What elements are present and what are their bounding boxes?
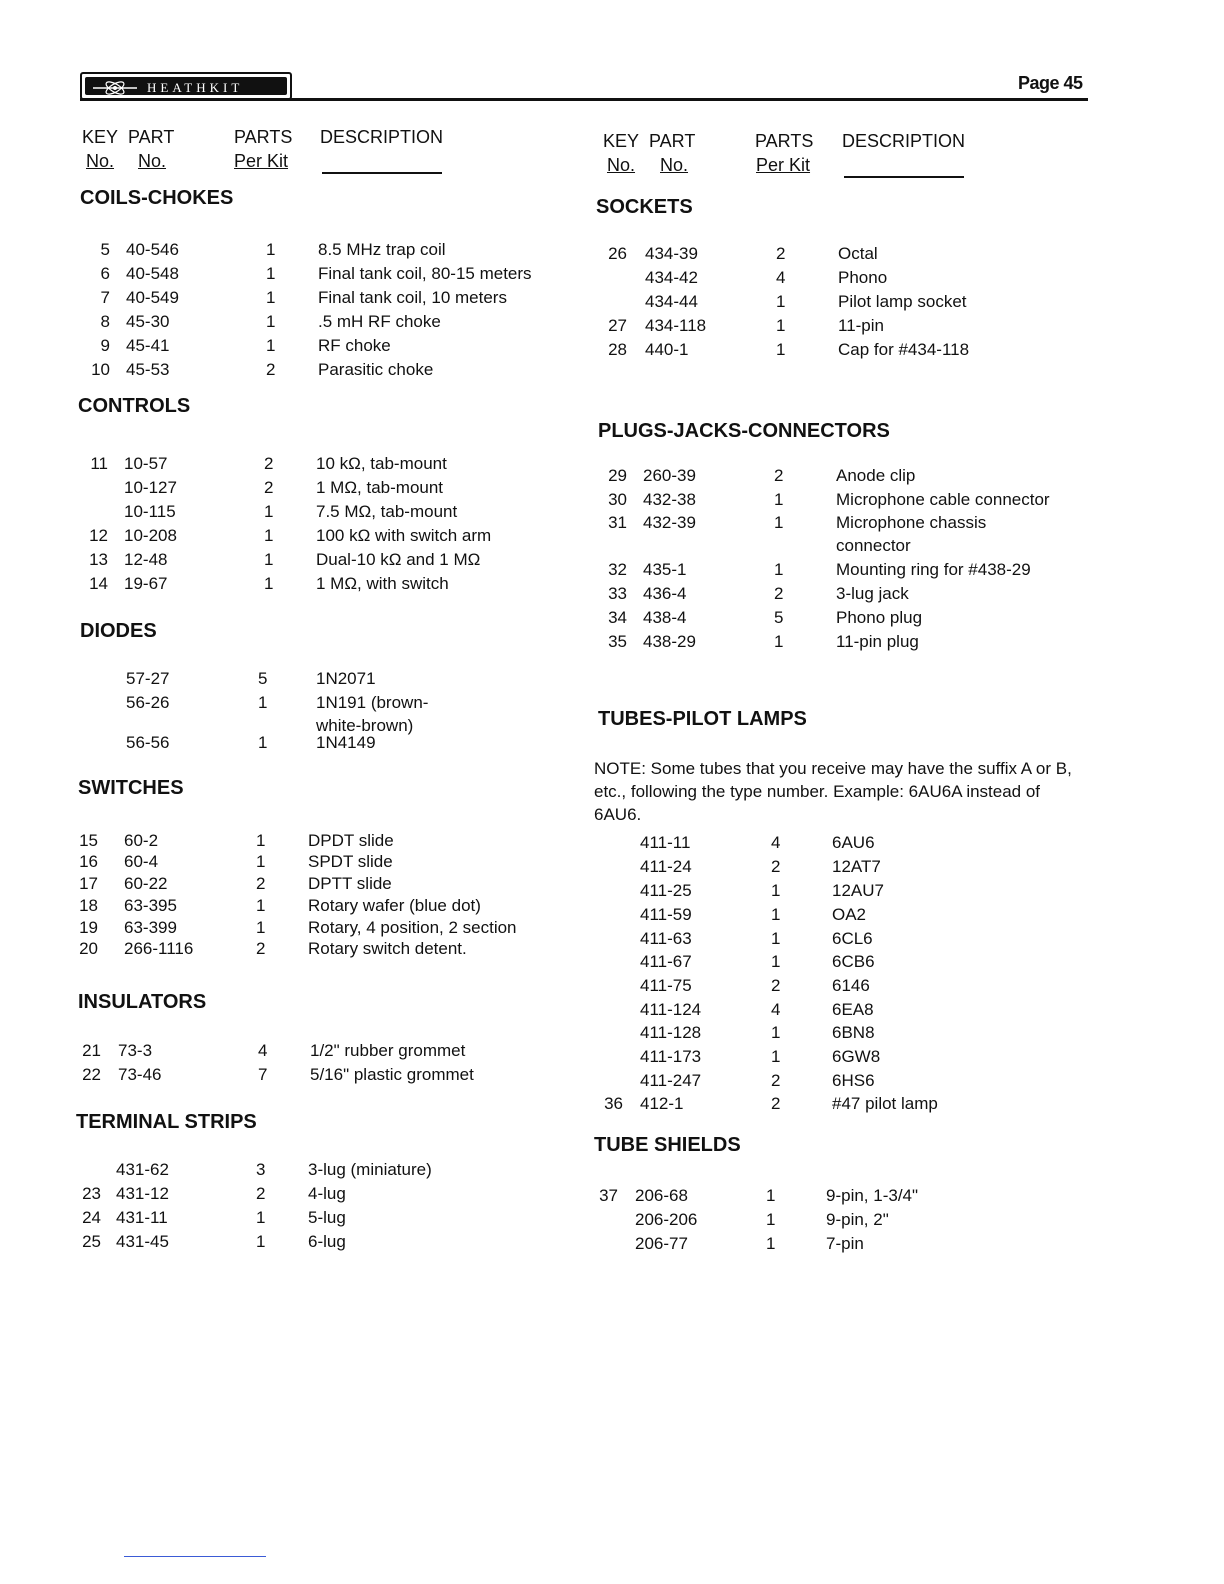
part-number: 45-53: [126, 360, 170, 379]
section-title: CONTROLS: [78, 395, 191, 417]
parts-per-kit: 1: [771, 881, 781, 900]
part-number: 206-68: [635, 1186, 688, 1205]
description: 11-pin plug: [836, 632, 919, 651]
parts-per-kit: 1: [771, 929, 781, 948]
parts-per-kit: 1: [264, 526, 274, 545]
parts-per-kit: 1: [256, 852, 266, 871]
key-number: 21: [82, 1041, 101, 1060]
key-sub-header: No.: [86, 151, 115, 171]
key-number: 28: [608, 340, 627, 359]
part-sub-header: No.: [138, 151, 167, 171]
parts-per-kit: 2: [266, 360, 276, 379]
part-header: PART: [128, 127, 175, 147]
description: 4-lug: [308, 1184, 346, 1203]
key-number: 36: [604, 1094, 623, 1113]
parts-per-kit: 1: [266, 312, 276, 331]
parts-per-kit: 1: [776, 292, 786, 311]
description: 7-pin: [826, 1234, 864, 1253]
header-rule: [80, 98, 1088, 101]
parts-per-kit: 5: [258, 669, 268, 688]
description: 5/16" plastic grommet: [310, 1065, 474, 1084]
parts-per-kit: 1: [264, 574, 274, 593]
parts-per-kit: 2: [256, 1184, 266, 1203]
part-number: 56-56: [126, 733, 170, 752]
parts-per-kit: 1: [266, 240, 276, 259]
parts-per-kit: 1: [776, 316, 786, 335]
part-number: 411-124: [640, 1000, 702, 1019]
key-number: 32: [608, 560, 627, 579]
description: 12AU7: [832, 881, 884, 900]
part-number: 60-2: [124, 831, 159, 850]
part-number: 19-67: [124, 574, 168, 593]
parts-per-kit: 1: [256, 896, 266, 915]
description: 100 kΩ with switch arm: [316, 526, 492, 545]
parts-per-kit: 1: [771, 1023, 781, 1042]
parts-per-kit: 4: [258, 1041, 268, 1060]
part-number: 206-206: [635, 1210, 698, 1229]
description: 6CB6: [832, 952, 875, 971]
parts-per-kit: 1: [771, 952, 781, 971]
part-number: 10-127: [124, 478, 177, 497]
description: 6EA8: [832, 1000, 874, 1019]
description: 1 MΩ, tab-mount: [316, 478, 444, 497]
description: 6BN8: [832, 1023, 875, 1042]
part-number: 411-25: [640, 881, 692, 900]
description: Mounting ring for #438-29: [836, 560, 1031, 579]
parts-per-kit: 1: [258, 693, 268, 712]
section-title: TERMINAL STRIPS: [76, 1111, 257, 1133]
parts-per-kit: 1: [256, 918, 266, 937]
part-number: 411-67: [640, 952, 692, 971]
per-kit-header: Per Kit: [756, 155, 811, 175]
parts-per-kit: 2: [776, 244, 786, 263]
part-number: 10-57: [124, 454, 168, 473]
key-number: 22: [82, 1065, 101, 1084]
description: 6CL6: [832, 929, 873, 948]
key-number: 11: [90, 454, 108, 473]
description: 7.5 MΩ, tab-mount: [316, 502, 458, 521]
description: 6GW8: [832, 1047, 881, 1066]
description: Phono: [838, 268, 888, 287]
description-continued: connector: [836, 536, 911, 555]
description: Rotary, 4 position, 2 section: [308, 918, 517, 937]
part-number: 411-63: [640, 929, 692, 948]
part-number: 412-1: [640, 1094, 684, 1113]
key-number: 27: [608, 316, 627, 335]
description-continued: white-brown): [316, 716, 414, 735]
description: Pilot lamp socket: [838, 292, 967, 311]
key-number: 13: [89, 550, 108, 569]
part-number: 435-1: [643, 560, 687, 579]
part-number: 63-399: [124, 918, 177, 937]
part-number: 411-75: [640, 976, 692, 995]
key-number: 26: [608, 244, 627, 263]
part-number: 411-128: [640, 1023, 702, 1042]
parts-per-kit: 4: [771, 833, 781, 852]
parts-per-kit: 1: [264, 502, 274, 521]
key-number: 16: [79, 852, 98, 871]
key-header: KEY: [603, 131, 640, 151]
description: 1N4149: [316, 733, 376, 752]
parts-per-kit: 1: [771, 1047, 781, 1066]
description: 6146: [832, 976, 870, 995]
part-number: 431-45: [116, 1232, 169, 1251]
part-number: 10-208: [124, 526, 177, 545]
description: 11-pin: [838, 316, 884, 335]
parts-per-kit: 1: [266, 264, 276, 283]
part-number: 40-546: [126, 240, 179, 259]
note-text: NOTE: Some tubes that you receive may have the suffix A or B, etc., following the type number. Example: 6AU6A instead of 6AU6.: [594, 759, 1072, 824]
parts-per-kit: 2: [771, 1094, 781, 1113]
parts-per-kit: 1: [264, 550, 274, 569]
atom-icon: [91, 79, 139, 97]
parts-per-kit: 1: [766, 1186, 776, 1205]
key-number: 30: [608, 490, 627, 509]
part-number: 411-173: [640, 1047, 702, 1066]
parts-per-kit: 2: [774, 584, 784, 603]
parts-per-kit: 2: [256, 939, 266, 958]
parts-per-kit: 1: [774, 632, 784, 651]
description: 1/2" rubber grommet: [310, 1041, 466, 1060]
parts-header: PARTS: [755, 131, 814, 151]
part-number: 432-39: [643, 513, 696, 532]
description: 1N2071: [316, 669, 376, 688]
description: 8.5 MHz trap coil: [318, 240, 446, 259]
description: RF choke: [318, 336, 391, 355]
key-number: 8: [100, 312, 110, 331]
key-number: 7: [100, 288, 110, 307]
description: Microphone chassis: [836, 513, 987, 532]
key-number: 37: [599, 1186, 618, 1205]
parts-per-kit: 2: [264, 478, 274, 497]
parts-per-kit: 1: [266, 288, 276, 307]
key-number: 6: [100, 264, 110, 283]
part-number: 57-27: [126, 669, 170, 688]
description: 12AT7: [832, 857, 881, 876]
section-title: TUBE SHIELDS: [594, 1134, 741, 1156]
part-number: 438-29: [643, 632, 696, 651]
key-number: 25: [82, 1232, 101, 1251]
key-number: 24: [82, 1208, 101, 1227]
parts-per-kit: 1: [774, 490, 784, 509]
part-number: 73-46: [118, 1065, 162, 1084]
parts-per-kit: 4: [771, 1000, 781, 1019]
part-number: 434-42: [645, 268, 698, 287]
parts-per-kit: 1: [266, 336, 276, 355]
description-underline: [844, 176, 964, 178]
description: #47 pilot lamp: [832, 1094, 938, 1113]
part-number: 438-4: [643, 608, 687, 627]
description: 1 MΩ, with switch: [316, 574, 449, 593]
key-number: 33: [608, 584, 627, 603]
section-title: INSULATORS: [78, 991, 207, 1013]
parts-per-kit: 4: [776, 268, 786, 287]
description-header: DESCRIPTION: [320, 127, 444, 147]
part-number: 60-4: [124, 852, 159, 871]
part-number: 411-24: [640, 857, 692, 876]
part-number: 40-548: [126, 264, 179, 283]
part-number: 63-395: [124, 896, 177, 915]
description: Parasitic choke: [318, 360, 434, 379]
parts-per-kit: 2: [771, 857, 781, 876]
key-number: 29: [608, 466, 627, 485]
part-number: 45-30: [126, 312, 170, 331]
parts-per-kit: 2: [771, 1071, 781, 1090]
key-header: KEY: [82, 127, 119, 147]
part-number: 431-62: [116, 1160, 169, 1179]
part-number: 434-44: [645, 292, 698, 311]
parts-per-kit: 2: [256, 874, 266, 893]
key-number: 17: [79, 874, 98, 893]
key-number: 19: [79, 918, 98, 937]
parts-per-kit: 2: [774, 466, 784, 485]
part-sub-header: No.: [660, 155, 689, 175]
parts-per-kit: 1: [776, 340, 786, 359]
description: 9-pin, 1-3/4": [826, 1186, 919, 1205]
key-number: 18: [79, 896, 98, 915]
description: Rotary switch detent.: [308, 939, 467, 958]
parts-per-kit: 1: [258, 733, 268, 752]
description: Rotary wafer (blue dot): [308, 896, 481, 915]
section-title: COILS-CHOKES: [80, 187, 234, 209]
part-number: 436-4: [643, 584, 687, 603]
key-number: 14: [89, 574, 108, 593]
key-sub-header: No.: [607, 155, 636, 175]
section-title: TUBES-PILOT LAMPS: [598, 708, 807, 730]
page-number: Page 45: [1018, 73, 1083, 93]
key-number: 23: [82, 1184, 101, 1203]
key-number: 20: [79, 939, 98, 958]
key-number: 31: [608, 513, 627, 532]
description: Phono plug: [836, 608, 923, 627]
parts-per-kit: 1: [774, 513, 784, 532]
key-number: 10: [91, 360, 110, 379]
part-number: 434-118: [645, 316, 707, 335]
description: Octal: [838, 244, 878, 263]
key-number: 15: [79, 831, 98, 850]
description: 1N191 (brown-: [316, 693, 429, 712]
description: DPTT slide: [308, 874, 392, 893]
description: .5 mH RF choke: [318, 312, 441, 331]
part-number: 206-77: [635, 1234, 688, 1253]
part-number: 12-48: [124, 550, 168, 569]
part-number: 45-41: [126, 336, 170, 355]
section-title: PLUGS-JACKS-CONNECTORS: [598, 420, 890, 442]
parts-per-kit: 2: [264, 454, 274, 473]
part-number: 411-247: [640, 1071, 702, 1090]
description: Microphone cable connector: [836, 490, 1050, 509]
description: 6AU6: [832, 833, 875, 852]
description: Dual-10 kΩ and 1 MΩ: [316, 550, 481, 569]
brand-name: HEATHKIT: [147, 80, 244, 95]
description: 6-lug: [308, 1232, 346, 1251]
key-number: 9: [100, 336, 110, 355]
part-number: 432-38: [643, 490, 696, 509]
per-kit-header: Per Kit: [234, 151, 289, 171]
parts-per-kit: 1: [256, 1208, 266, 1227]
description: 3-lug jack: [836, 584, 909, 603]
parts-per-kit: 1: [256, 831, 266, 850]
description: OA2: [832, 905, 867, 924]
key-number: 34: [608, 608, 627, 627]
description: 6HS6: [832, 1071, 875, 1090]
parts-per-kit: 7: [258, 1065, 268, 1084]
key-number: 5: [100, 240, 110, 259]
section-title: DIODES: [80, 620, 157, 642]
heathkit-logo: [80, 72, 292, 100]
part-number: 411-11: [640, 833, 691, 852]
section-title: SOCKETS: [596, 196, 693, 218]
description: Anode clip: [836, 466, 916, 485]
part-number: 60-22: [124, 874, 168, 893]
part-number: 40-549: [126, 288, 179, 307]
parts-per-kit: 1: [256, 1232, 266, 1251]
parts-per-kit: 1: [766, 1210, 776, 1229]
parts-per-kit: 1: [766, 1234, 776, 1253]
part-number: 10-115: [124, 502, 176, 521]
parts-header: PARTS: [234, 127, 293, 147]
part-number: 266-1116: [124, 939, 194, 958]
parts-per-kit: 3: [256, 1160, 266, 1179]
description: SPDT slide: [308, 852, 393, 871]
description: 9-pin, 2": [826, 1210, 889, 1229]
key-number: 12: [89, 526, 108, 545]
part-number: 73-3: [118, 1041, 153, 1060]
part-number: 56-26: [126, 693, 170, 712]
description: 10 kΩ, tab-mount: [316, 454, 447, 473]
description: 3-lug (miniature): [308, 1160, 432, 1179]
part-number: 411-59: [640, 905, 692, 924]
part-number: 260-39: [643, 466, 696, 485]
part-number: 431-11: [116, 1208, 168, 1227]
key-number: 35: [608, 632, 627, 651]
section-title: SWITCHES: [78, 777, 184, 799]
description: 5-lug: [308, 1208, 346, 1227]
description: Final tank coil, 10 meters: [318, 288, 507, 307]
description: DPDT slide: [308, 831, 394, 850]
footer-rule: [124, 1556, 266, 1557]
part-header: PART: [649, 131, 696, 151]
description: Cap for #434-118: [838, 340, 970, 359]
description-underline: [322, 172, 442, 174]
part-number: 434-39: [645, 244, 698, 263]
part-number: 440-1: [645, 340, 689, 359]
parts-per-kit: 1: [774, 560, 784, 579]
description-header: DESCRIPTION: [842, 131, 966, 151]
parts-per-kit: 1: [771, 905, 781, 924]
description: Final tank coil, 80-15 meters: [318, 264, 532, 283]
parts-per-kit: 5: [774, 608, 784, 627]
part-number: 431-12: [116, 1184, 169, 1203]
parts-per-kit: 2: [771, 976, 781, 995]
